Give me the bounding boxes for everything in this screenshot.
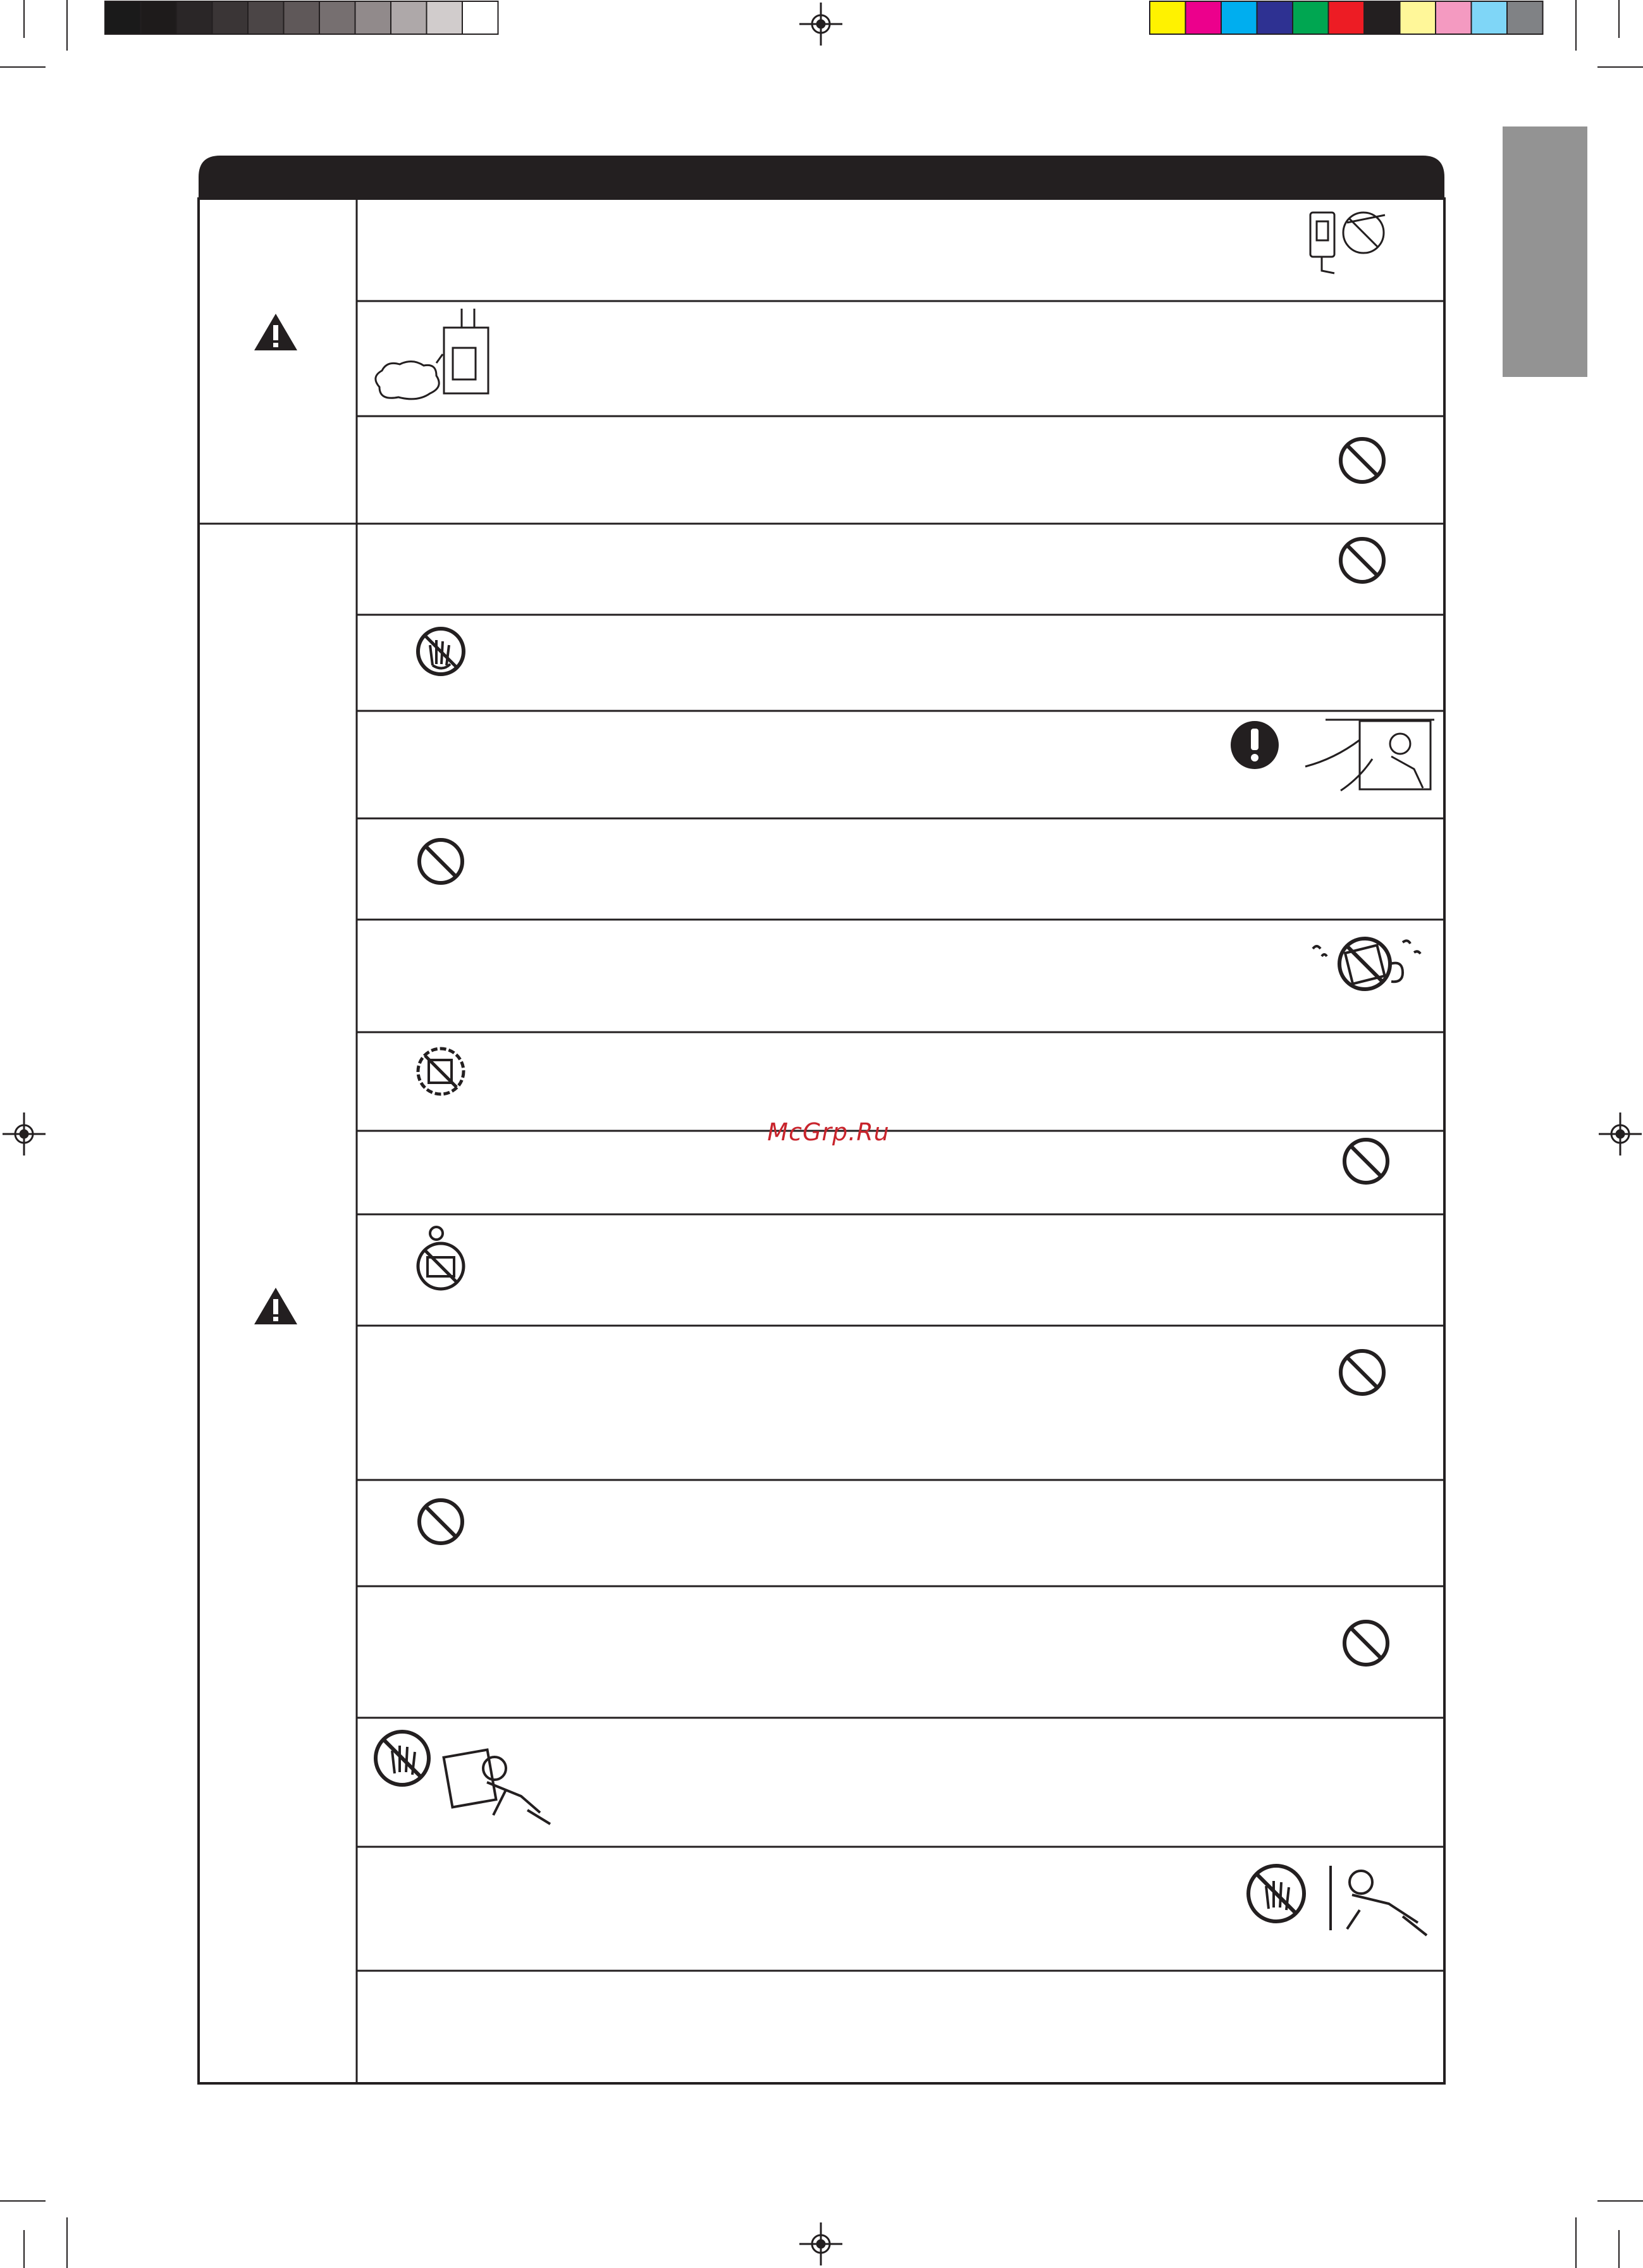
no-children-climb-icon bbox=[418, 1227, 464, 1289]
table-header-bar bbox=[199, 156, 1444, 199]
plug-cord-icon bbox=[1310, 213, 1385, 273]
window-person-icon bbox=[1305, 720, 1434, 791]
prohibition-icon bbox=[419, 1500, 462, 1543]
no-wet-unit-icon bbox=[1313, 939, 1420, 989]
prohibition-icon bbox=[1341, 439, 1384, 482]
prohibition-icon bbox=[1345, 1622, 1388, 1665]
no-touch-fins-icon bbox=[376, 1732, 550, 1824]
mandatory-ventilate-icon bbox=[1231, 721, 1279, 769]
watermark: McGrp.Ru bbox=[767, 1118, 890, 1146]
warning-triangle-icon bbox=[254, 1288, 297, 1324]
no-water-splash-icon bbox=[418, 1049, 464, 1094]
prohibition-icon bbox=[419, 840, 462, 883]
no-touch-outdoor-unit-icon bbox=[1248, 1866, 1427, 1935]
prohibition-icon bbox=[1341, 539, 1384, 582]
breaker-switch-icon bbox=[376, 309, 488, 399]
no-touch-wet-hand-icon bbox=[418, 629, 464, 674]
prohibition-icon bbox=[1341, 1351, 1384, 1394]
prohibition-icon bbox=[1345, 1140, 1388, 1183]
warning-triangle-icon bbox=[254, 314, 297, 350]
